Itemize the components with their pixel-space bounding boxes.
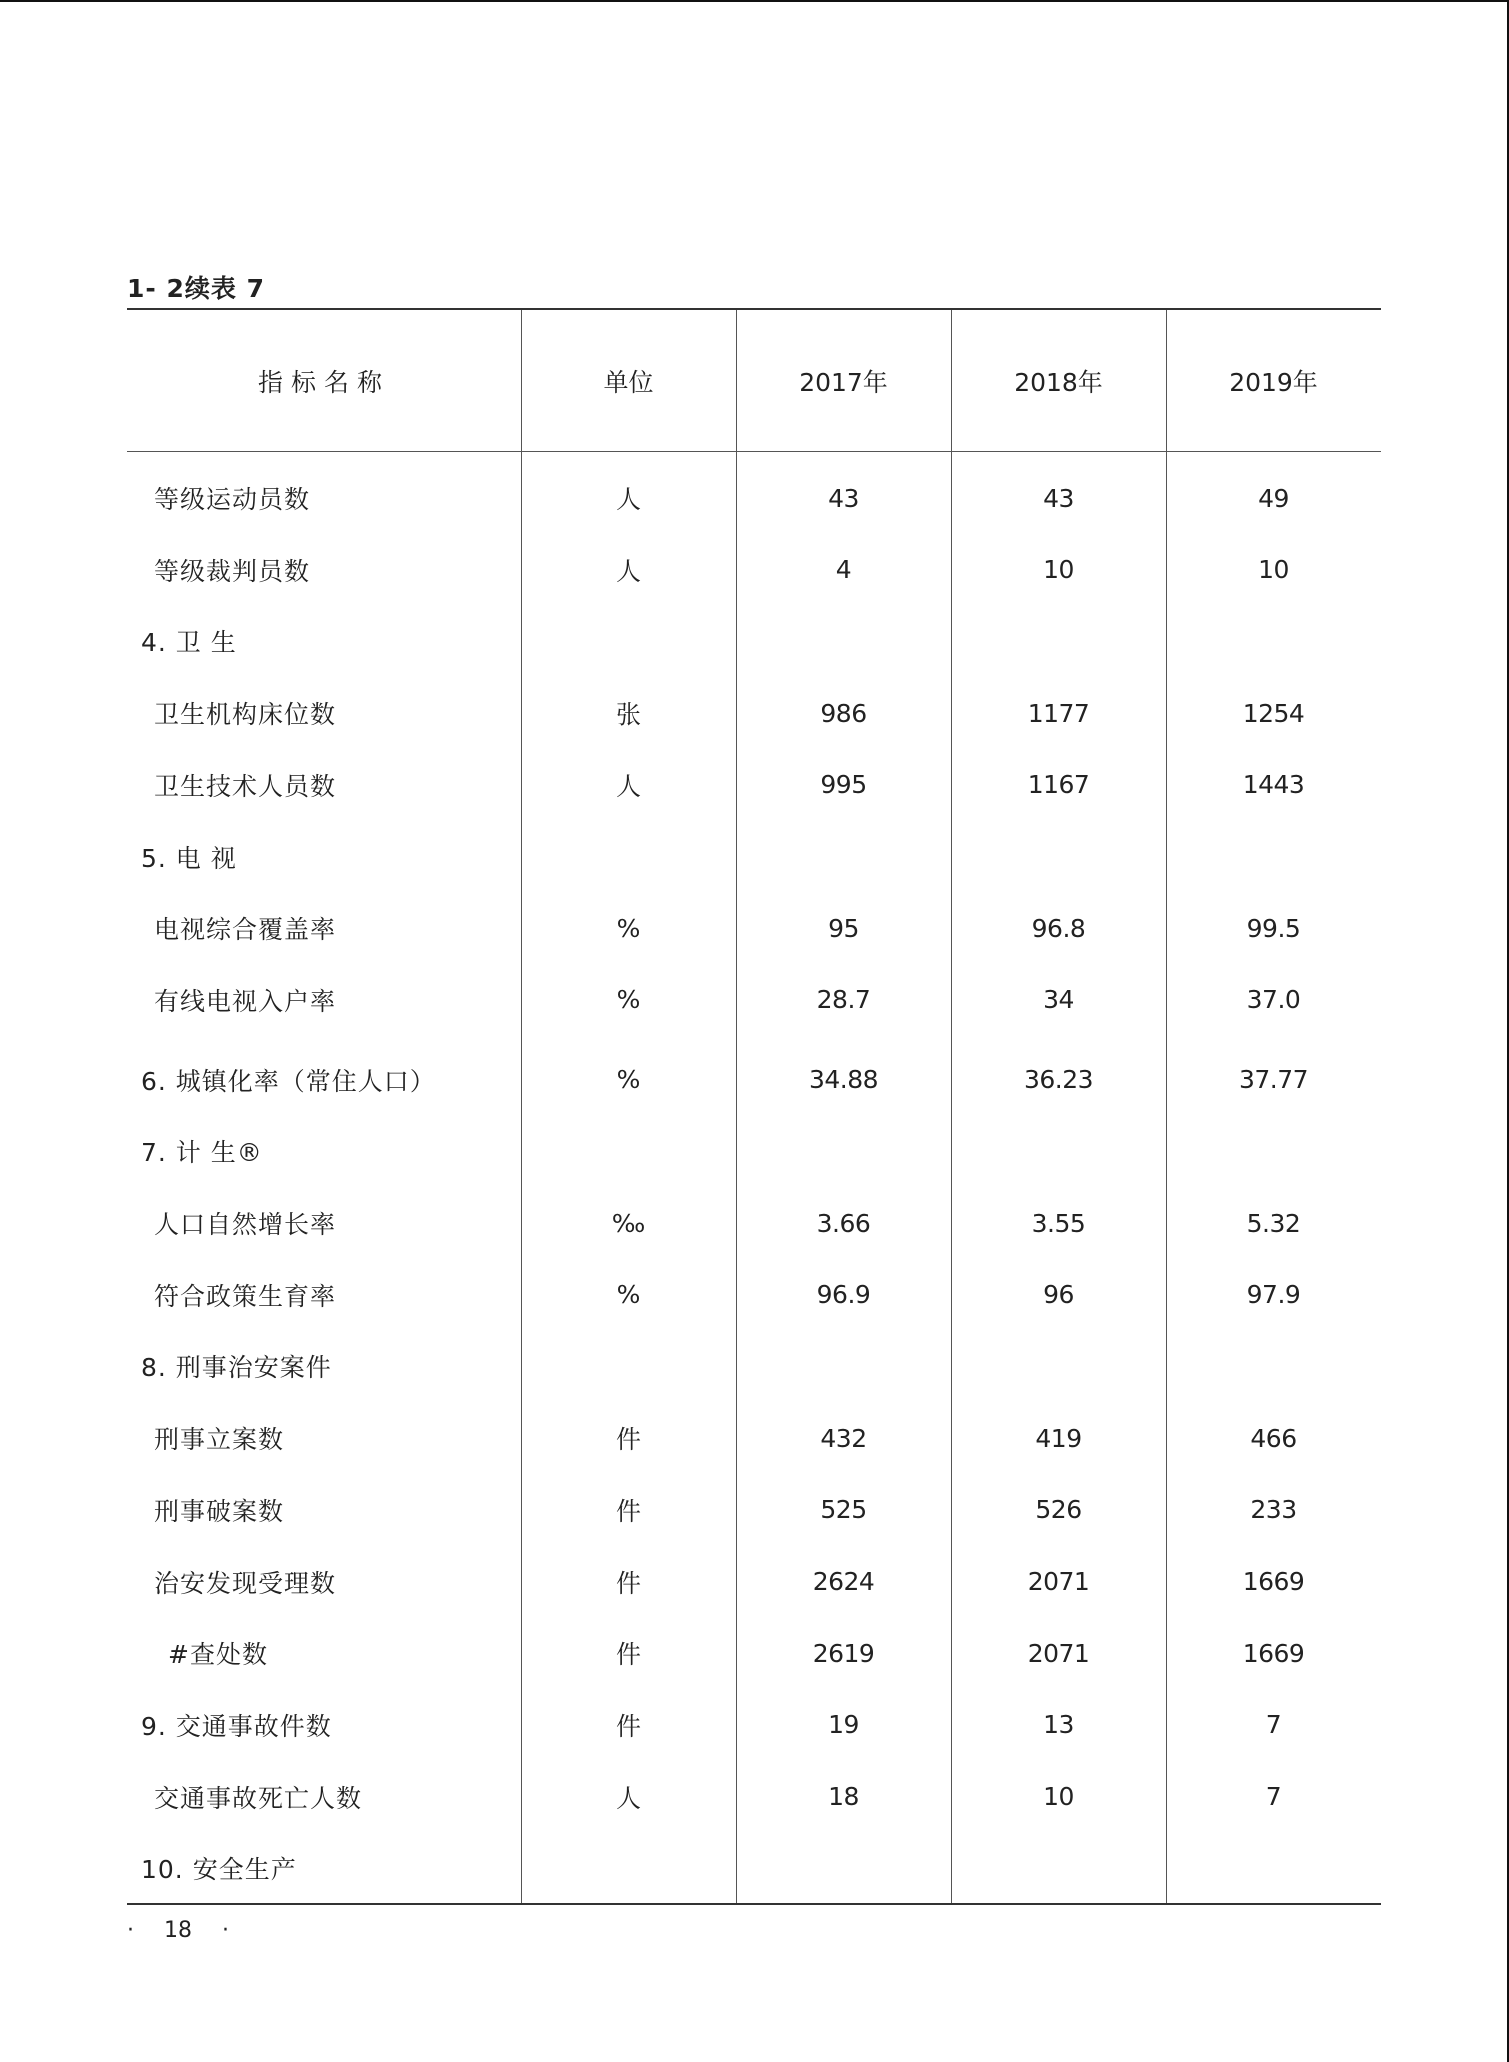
unit-cell (521, 1832, 736, 1904)
value-2018-cell: 3.55 (1031, 1208, 1086, 1238)
value-2017-cell: 525 (820, 1495, 867, 1525)
table-row (127, 1115, 1381, 1187)
unit-cell: % (616, 1065, 641, 1095)
indicator-name-cell: 4. 卫 生 (141, 628, 237, 658)
indicator-name-cell: 卫生机构床位数 (154, 700, 337, 730)
header-2017: 2017年 (799, 368, 888, 397)
value-2018-cell: 1177 (1027, 698, 1090, 728)
indicator-name-cell: 9. 交通事故件数 (141, 1711, 332, 1741)
value-2017-cell (736, 1330, 951, 1402)
value-2019-cell: 99.5 (1246, 913, 1301, 943)
indicator-name-cell: 卫生技术人员数 (154, 771, 337, 801)
unit-cell: 件 (615, 1711, 641, 1741)
unit-cell: 人 (615, 485, 641, 514)
value-2018-cell: 43 (1043, 483, 1074, 513)
table-row (127, 821, 1381, 893)
indicator-name-cell: 10. 安全生产 (141, 1855, 297, 1885)
table-row (127, 1761, 1381, 1833)
table-row (127, 749, 1381, 821)
value-2019-cell: 49 (1258, 483, 1289, 513)
value-2019-cell: 1669 (1242, 1638, 1305, 1668)
page-number: 18 (164, 1918, 192, 1943)
value-2019-cell (1166, 1832, 1381, 1904)
value-2018-cell: 2071 (1027, 1567, 1090, 1596)
value-2017-cell: 18 (828, 1782, 859, 1812)
footer-dot-left: · (127, 1918, 134, 1943)
value-2017-cell: 4 (835, 555, 852, 585)
indicator-name-cell: 等级裁判员数 (154, 556, 311, 586)
value-2017-cell: 19 (828, 1710, 859, 1740)
header-indicator-name: 指标名称 (257, 368, 390, 397)
value-2018-cell: 2071 (1027, 1638, 1090, 1668)
value-2017-cell (736, 605, 951, 677)
indicator-name-cell: 交通事故死亡人数 (154, 1783, 363, 1813)
table-row (127, 534, 1381, 606)
value-2019-cell: 7 (1265, 1710, 1282, 1740)
value-2018-cell: 36.23 (1023, 1065, 1094, 1095)
indicator-name-cell: 电视综合覆盖率 (154, 915, 337, 945)
indicator-name-cell: 人口自然增长率 (154, 1210, 337, 1239)
value-2019-cell: 97.9 (1246, 1280, 1301, 1310)
unit-cell (521, 1330, 736, 1402)
value-2017-cell: 3.66 (816, 1208, 871, 1238)
unit-cell: % (616, 1280, 641, 1310)
indicator-name-cell: #查处数 (168, 1640, 268, 1670)
value-2017-cell: 986 (820, 698, 867, 728)
unit-cell: 人 (615, 771, 641, 801)
table-row (127, 1187, 1381, 1259)
value-2019-cell (1166, 1330, 1381, 1402)
table-row (127, 1474, 1381, 1546)
table-row (127, 1259, 1381, 1331)
unit-cell (521, 821, 736, 893)
table-row (127, 462, 1381, 534)
value-2019-cell: 233 (1250, 1495, 1297, 1525)
header-2019: 2019年 (1229, 368, 1318, 397)
unit-cell: ‰ (611, 1208, 646, 1238)
table-row (127, 964, 1381, 1036)
value-2018-cell (951, 605, 1166, 677)
header-2018: 2018年 (1014, 368, 1103, 397)
table-title: 1- 2续表 7 (127, 274, 265, 303)
value-2018-cell (951, 1832, 1166, 1904)
footer-dot-right: · (222, 1918, 229, 1943)
unit-cell: 人 (615, 1783, 641, 1813)
value-2019-cell: 37.77 (1238, 1065, 1309, 1095)
table-row (127, 1330, 1381, 1402)
indicator-name-cell: 符合政策生育率 (154, 1281, 337, 1311)
value-2018-cell: 10 (1043, 555, 1074, 585)
value-2019-cell (1166, 1115, 1381, 1187)
unit-cell: % (616, 985, 641, 1015)
indicator-name-cell: 等级运动员数 (154, 485, 311, 514)
value-2019-cell (1166, 605, 1381, 677)
value-2019-cell: 7 (1265, 1782, 1282, 1812)
value-2017-cell: 96.9 (816, 1280, 871, 1310)
value-2019-cell: 466 (1250, 1423, 1297, 1453)
table-row (127, 1832, 1381, 1904)
unit-cell: 件 (615, 1640, 641, 1670)
table-row (127, 605, 1381, 677)
value-2017-cell: 95 (828, 913, 859, 943)
table-row (127, 1402, 1381, 1474)
value-2017-cell: 2624 (812, 1567, 875, 1596)
value-2017-cell: 43 (828, 483, 859, 513)
indicator-name-cell: 5. 电 视 (141, 843, 237, 873)
unit-cell: 张 (615, 700, 641, 730)
table-row (127, 892, 1381, 964)
indicator-name-cell: 刑事破案数 (154, 1496, 285, 1526)
value-2018-cell (951, 1115, 1166, 1187)
table-row (127, 677, 1381, 749)
table-row (127, 1689, 1381, 1761)
value-2019-cell: 1669 (1242, 1567, 1305, 1596)
unit-cell (521, 605, 736, 677)
statistics-table (127, 308, 1381, 1905)
value-2018-cell: 526 (1035, 1495, 1082, 1525)
value-2017-cell (736, 821, 951, 893)
value-2017-cell (736, 1832, 951, 1904)
value-2017-cell: 995 (820, 770, 867, 800)
indicator-name-cell: 治安发现受理数 (154, 1568, 337, 1598)
page-footer (127, 1918, 229, 1943)
unit-cell (521, 1115, 736, 1187)
value-2017-cell: 28.7 (816, 985, 871, 1015)
value-2017-cell: 34.88 (808, 1065, 879, 1095)
value-2018-cell: 34 (1043, 985, 1074, 1015)
table-row (127, 1617, 1381, 1689)
value-2019-cell (1166, 821, 1381, 893)
header-unit: 单位 (603, 368, 654, 397)
indicator-name-cell: 7. 计 生® (141, 1138, 263, 1168)
unit-cell: 件 (615, 1568, 641, 1598)
value-2018-cell (951, 1330, 1166, 1402)
value-2018-cell: 96 (1043, 1280, 1074, 1310)
value-2019-cell: 37.0 (1246, 985, 1301, 1015)
value-2017-cell: 2619 (812, 1638, 875, 1668)
value-2019-cell: 5.32 (1246, 1208, 1301, 1238)
table-row (127, 1546, 1381, 1618)
unit-cell: 件 (615, 1496, 641, 1526)
value-2018-cell (951, 821, 1166, 893)
indicator-name-cell: 6. 城镇化率（常住人口） (141, 1066, 436, 1096)
indicator-name-cell: 刑事立案数 (154, 1425, 285, 1455)
value-2018-cell: 96.8 (1031, 913, 1086, 943)
value-2018-cell: 10 (1043, 1782, 1074, 1812)
value-2019-cell: 1443 (1242, 770, 1305, 800)
indicator-name-cell: 8. 刑事治安案件 (141, 1353, 332, 1383)
value-2019-cell: 1254 (1242, 698, 1305, 728)
value-2018-cell: 13 (1043, 1710, 1074, 1740)
value-2017-cell: 432 (820, 1423, 867, 1453)
value-2017-cell (736, 1115, 951, 1187)
page-border-top (0, 0, 1509, 2)
unit-cell: 件 (615, 1425, 641, 1455)
value-2018-cell: 1167 (1027, 770, 1090, 800)
value-2019-cell: 10 (1258, 555, 1289, 585)
table-row (127, 1044, 1381, 1116)
indicator-name-cell: 有线电视入户率 (154, 986, 337, 1016)
unit-cell: 人 (615, 556, 641, 586)
value-2018-cell: 419 (1035, 1423, 1082, 1453)
unit-cell: % (616, 913, 641, 943)
